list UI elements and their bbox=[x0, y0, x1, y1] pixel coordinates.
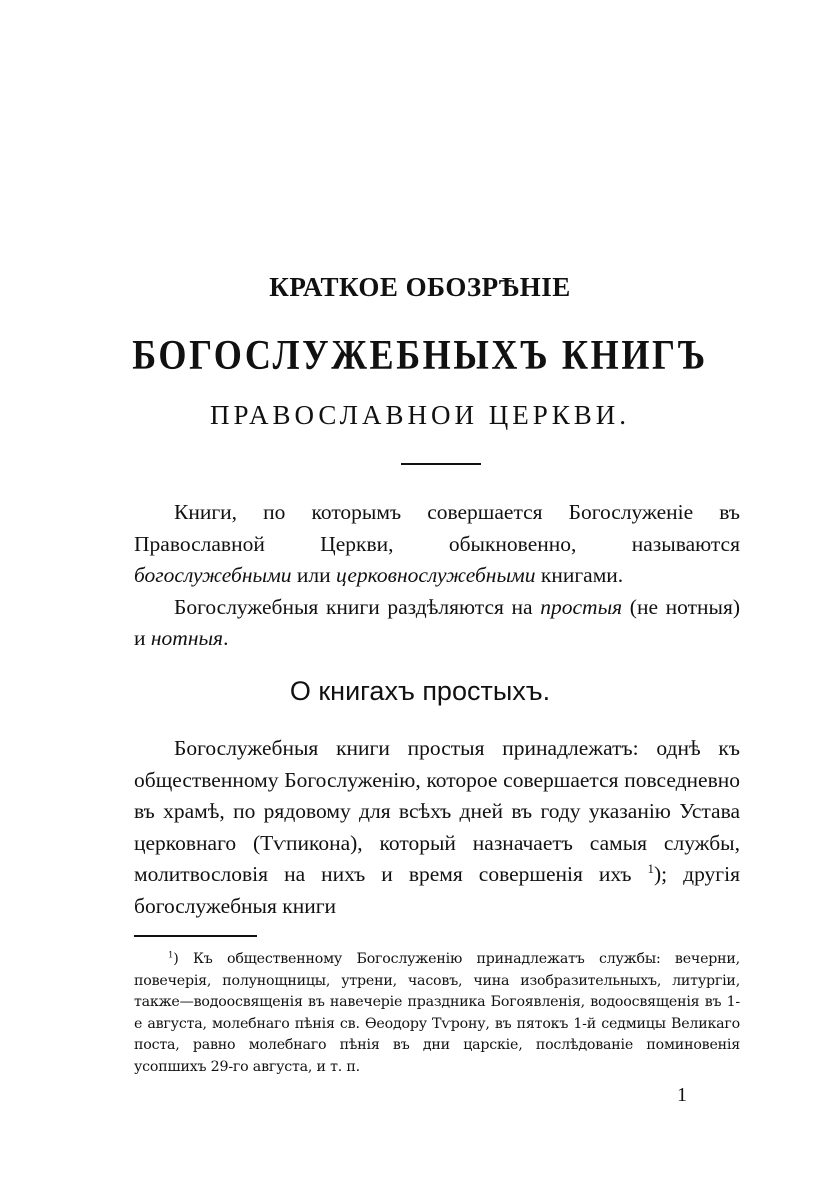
intro-p2-text-a: Богослужебныя книги раздѣляются на bbox=[174, 594, 541, 619]
title-divider bbox=[401, 463, 481, 465]
intro-paragraph-2 bbox=[134, 592, 740, 655]
intro-p1-text-c: книгами. bbox=[535, 563, 624, 587]
intro-paragraph-1 bbox=[134, 497, 740, 592]
intro-p2-text-c: . bbox=[223, 626, 229, 650]
footnote-text: ) Къ общественному Богослуженію принадлежатъ службы: вечерни, повечерія, полунощницы, утрени, часовъ, чина изобразительныхъ, литургіи, также—водоосвященія въ навечеріе праздника Богоявленія, водоосвященія въ 1-е августа, молебнаго пѣнія св. Ѳеодору Тѵрону, въ пятокъ 1-й седмицы Великаго поста, равно молебнаго пѣнія въ дни царскіе, послѣдованіе поминовенія усопшихъ 29-го августа, и т. п. bbox=[134, 951, 740, 1075]
page-number: 1 bbox=[677, 1084, 687, 1106]
book-title-line-3: ПРАВОСЛАВНОИ ЦЕРКВИ. bbox=[209, 400, 631, 430]
intro-p2-emphasis-2: нотныя bbox=[150, 626, 224, 650]
footnote-marker: 1 bbox=[168, 950, 174, 961]
main-section bbox=[134, 733, 740, 922]
book-title-line-2: БОГОСЛУЖЕБНЫХЪ КНИГЪ bbox=[132, 333, 708, 379]
intro-p1-text-a: Книги, по которымъ совершается Богослуженіе въ Православной Церкви, обыкновенно, называются bbox=[134, 500, 740, 556]
footnote-paragraph bbox=[134, 949, 740, 1079]
section-title: О книгахъ простыхъ. bbox=[289, 676, 551, 706]
main-text-b: ); другія богослужебныя книги bbox=[134, 862, 740, 918]
intro-p2-emphasis-1: простыя bbox=[540, 594, 623, 619]
book-title-line-1: КРАТКОЕ ОБОЗРѢНІЕ bbox=[269, 272, 571, 302]
intro-section bbox=[134, 497, 740, 655]
main-paragraph bbox=[134, 733, 740, 922]
intro-p1-emphasis-1: богослужебными bbox=[134, 563, 292, 587]
intro-p1-emphasis-2: церковнослужебными bbox=[336, 563, 536, 587]
intro-p1-text-b: или bbox=[291, 563, 337, 587]
footnote-reference[interactable]: 1 bbox=[647, 861, 654, 876]
footnote-divider bbox=[134, 935, 257, 937]
footnote bbox=[134, 949, 740, 1079]
intro-p2-text-b: (не нотныя) и bbox=[134, 594, 741, 650]
main-text-a: Богослужебныя книги простыя принадлежатъ: однѣ къ общественному Богослуженію, которое совершается повседневно въ храмѣ, по рядовому для всѣхъ дней въ году указанію Устава церковнаго (Тѵпикона), который назначаетъ самыя службы, молитвословія на нихъ и время совершенія ихъ bbox=[134, 736, 740, 886]
